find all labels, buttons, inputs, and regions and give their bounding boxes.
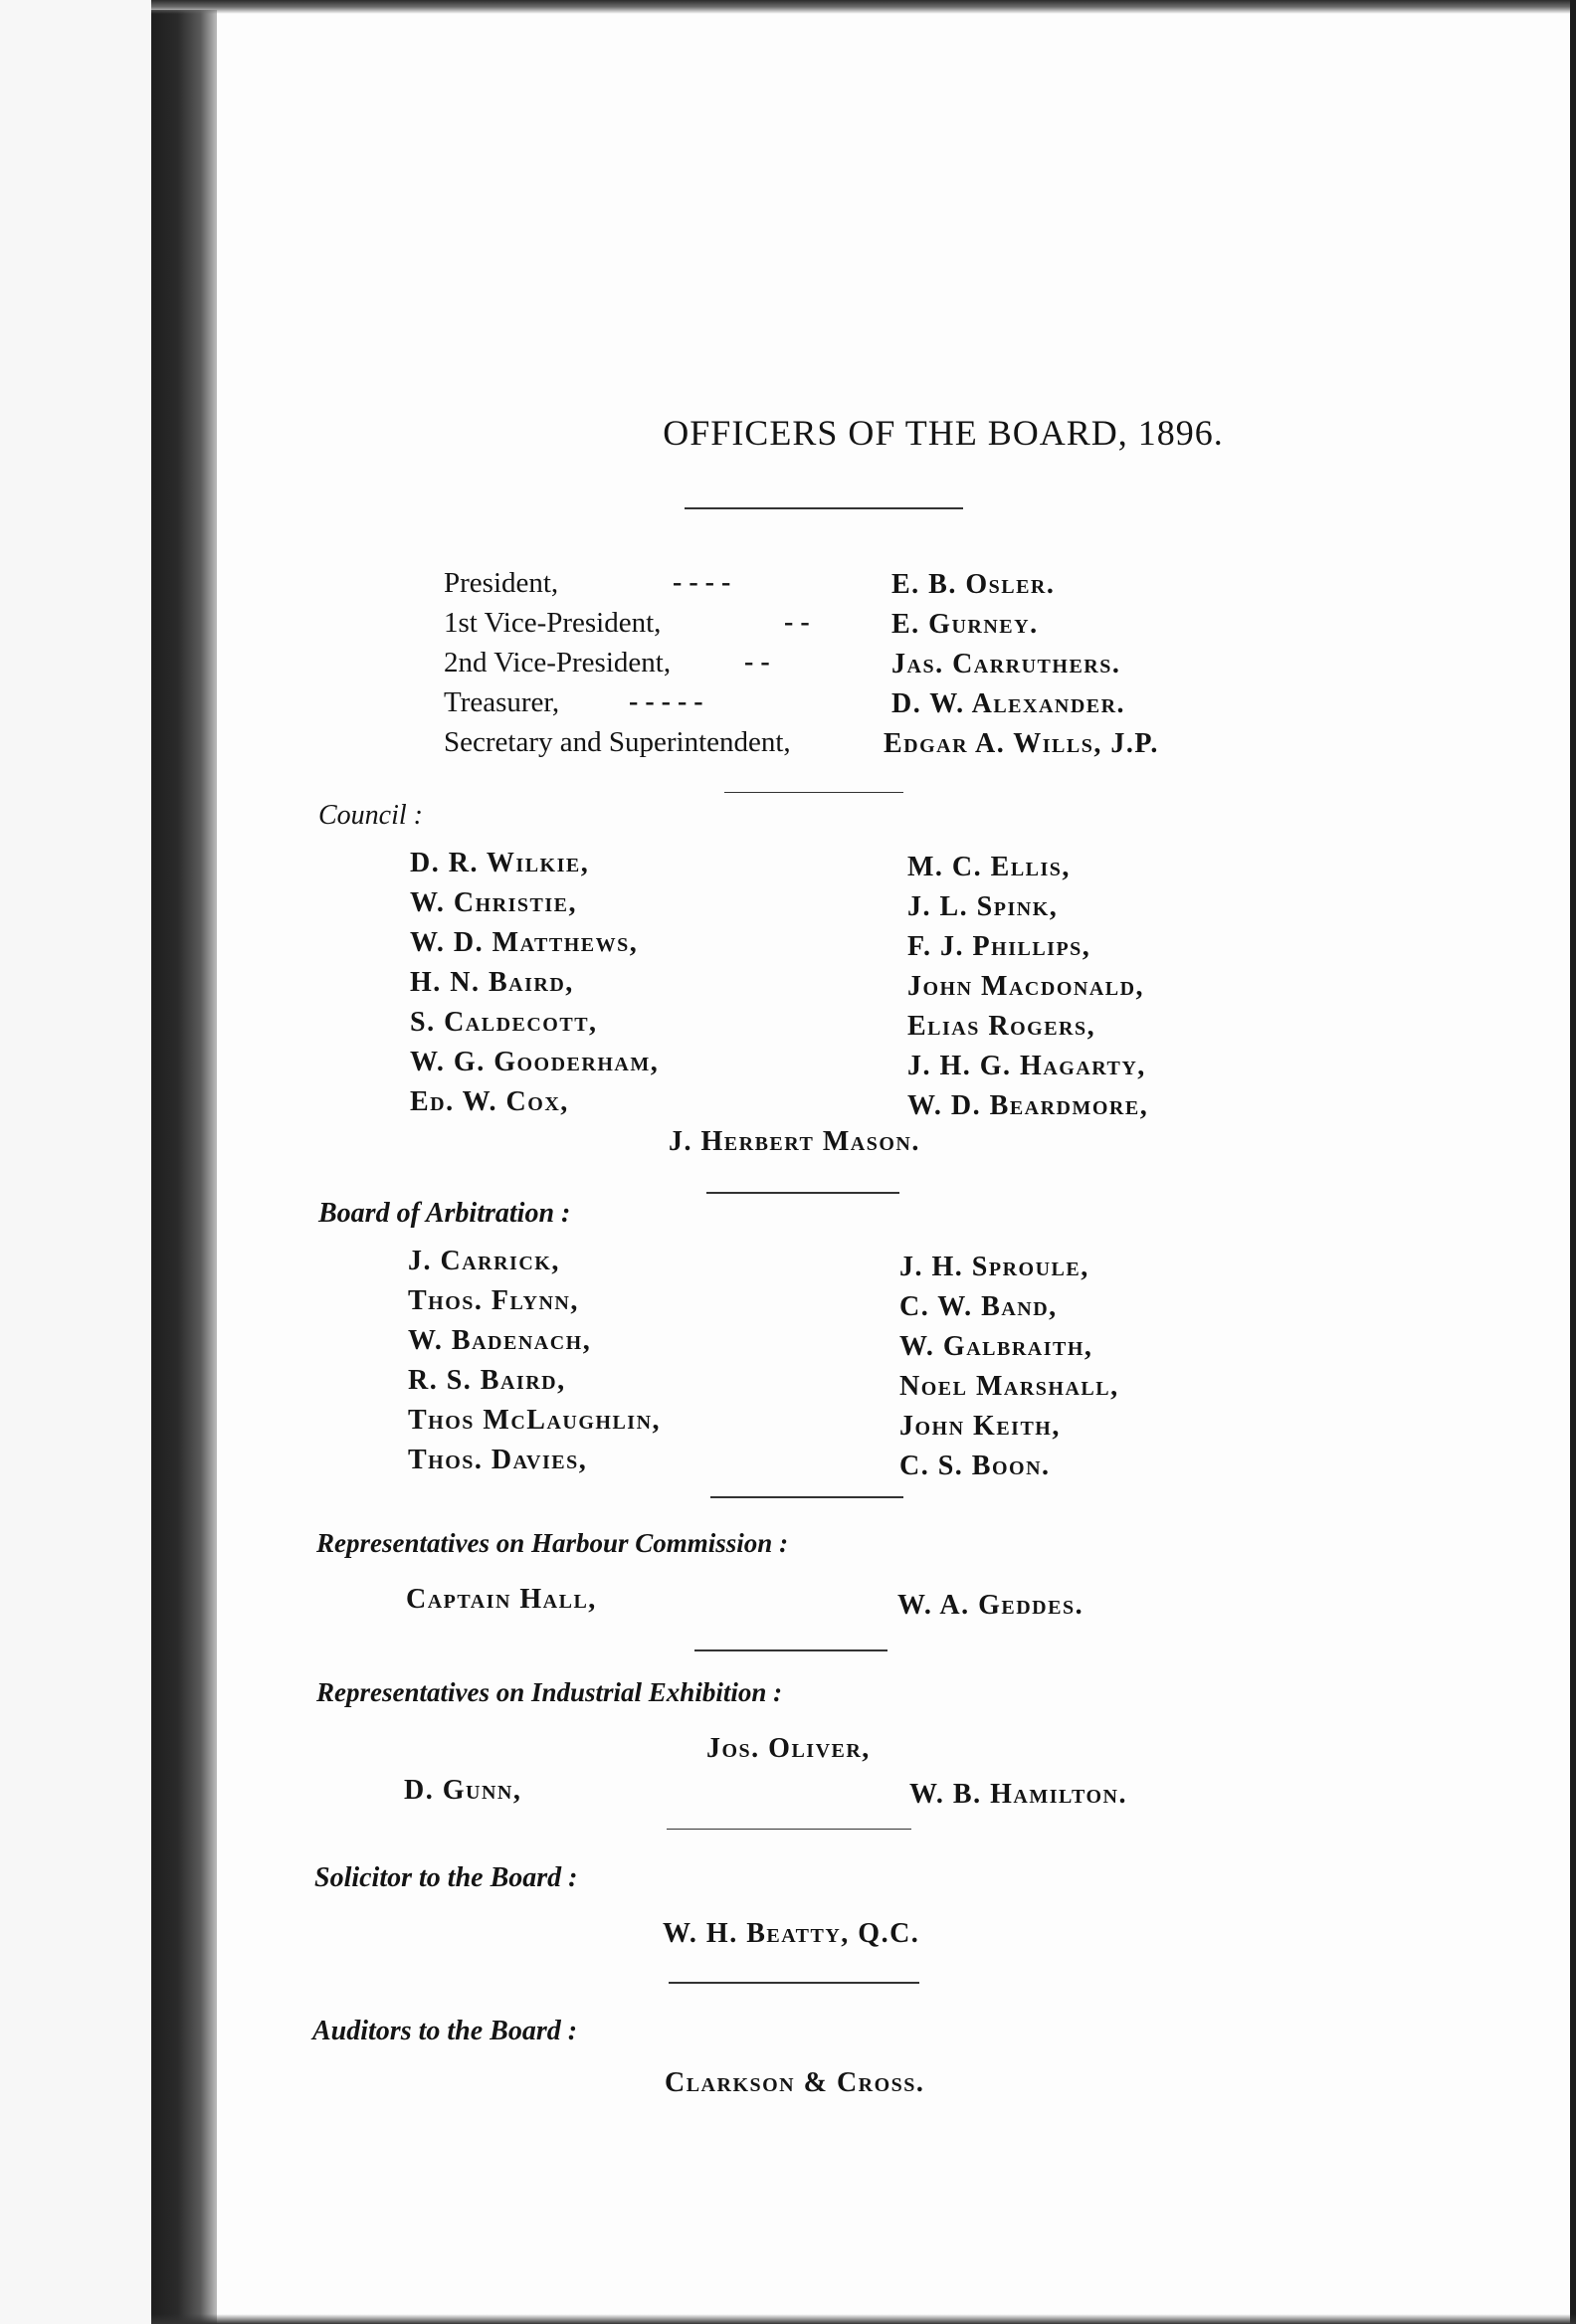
harbour-representative: Captain Hall, [406, 1584, 597, 1615]
section-heading-arbitration: Board of Arbitration : [318, 1198, 571, 1229]
solicitor-name: W. H. Beatty, Q.C. [663, 1918, 920, 1949]
arbitration-member: C. S. Boon. [899, 1451, 1051, 1481]
document-page [217, 14, 1570, 2314]
exhibition-representative: D. Gunn, [404, 1775, 522, 1806]
arbitration-member: J. H. Sproule, [899, 1252, 1089, 1282]
council-member: S. Caldecott, [410, 1007, 598, 1038]
divider-rule [706, 1192, 899, 1194]
council-member: J. L. Spink, [907, 891, 1059, 922]
officer-leader-dashes: - - [744, 647, 770, 678]
arbitration-member: Thos McLaughlin, [408, 1405, 662, 1436]
officer-role: President, [444, 567, 559, 599]
officer-name: E. B. Osler. [891, 569, 1056, 600]
officer-name: D. W. Alexander. [891, 688, 1126, 719]
council-member: Elias Rogers, [907, 1011, 1096, 1042]
section-heading-solicitor: Solicitor to the Board : [314, 1862, 578, 1893]
scan-right-edge [1570, 0, 1576, 2324]
council-member: D. R. Wilkie, [410, 848, 590, 878]
officer-role: Treasurer, [444, 686, 560, 718]
council-member: W. G. Gooderham, [410, 1047, 660, 1077]
arbitration-member: Thos. Flynn, [408, 1285, 579, 1316]
officer-role: 1st Vice-President, [444, 607, 662, 639]
officer-leader-dashes: - - - - - [629, 686, 703, 717]
officer-leader-dashes: - - - - [673, 567, 731, 598]
council-member: J. H. G. Hagarty, [907, 1051, 1146, 1081]
scan-top-shadow [151, 0, 1576, 14]
divider-rule [724, 792, 903, 793]
officer-leader-dashes: - - [784, 607, 810, 638]
harbour-representative: W. A. Geddes. [897, 1590, 1084, 1621]
arbitration-member: R. S. Baird, [408, 1365, 566, 1396]
arbitration-member: W. Galbraith, [899, 1331, 1093, 1362]
officer-name: E. Gurney. [891, 609, 1039, 640]
scan-book-gutter [151, 10, 217, 2324]
section-heading-harbour: Representatives on Harbour Commission : [316, 1528, 789, 1558]
exhibition-representative: Jos. Oliver, [706, 1733, 871, 1764]
page-title: OFFICERS OF THE BOARD, 1896. [663, 413, 1224, 453]
officer-name: Jas. Carruthers. [891, 649, 1121, 679]
arbitration-member: Thos. Davies, [408, 1445, 588, 1475]
arbitration-member: John Keith, [899, 1411, 1061, 1442]
section-heading-council: Council : [318, 800, 423, 831]
arbitration-member: W. Badenach, [408, 1325, 592, 1356]
auditors-name: Clarkson & Cross. [665, 2067, 925, 2098]
divider-rule [710, 1496, 903, 1498]
arbitration-member: C. W. Band, [899, 1291, 1058, 1322]
arbitration-member: Noel Marshall, [899, 1371, 1119, 1402]
divider-rule [685, 507, 963, 509]
section-heading-auditors: Auditors to the Board : [312, 2016, 578, 2046]
officer-role: 2nd Vice-President, [444, 647, 672, 678]
council-member: F. J. Phillips, [907, 931, 1091, 962]
council-member: W. Christie, [410, 887, 578, 918]
officer-name: Edgar A. Wills, J.P. [884, 728, 1159, 759]
section-heading-exhibition: Representatives on Industrial Exhibition : [316, 1677, 783, 1707]
council-member: John Macdonald, [907, 971, 1145, 1002]
council-member: W. D. Beardmore, [907, 1090, 1149, 1121]
exhibition-representative: W. B. Hamilton. [909, 1779, 1127, 1810]
divider-rule [669, 1982, 919, 1984]
council-member: J. Herbert Mason. [669, 1126, 920, 1157]
divider-rule [694, 1649, 887, 1651]
arbitration-member: J. Carrick, [408, 1246, 560, 1276]
divider-rule [667, 1829, 911, 1830]
council-member: M. C. Ellis, [907, 852, 1071, 882]
council-member: H. N. Baird, [410, 967, 574, 998]
scan-facing-page-edge [0, 0, 151, 2324]
council-member: Ed. W. Cox, [410, 1086, 569, 1117]
council-member: W. D. Matthews, [410, 927, 639, 958]
officer-role: Secretary and Superintendent, [444, 726, 791, 758]
scan-bottom-edge [151, 2314, 1576, 2324]
